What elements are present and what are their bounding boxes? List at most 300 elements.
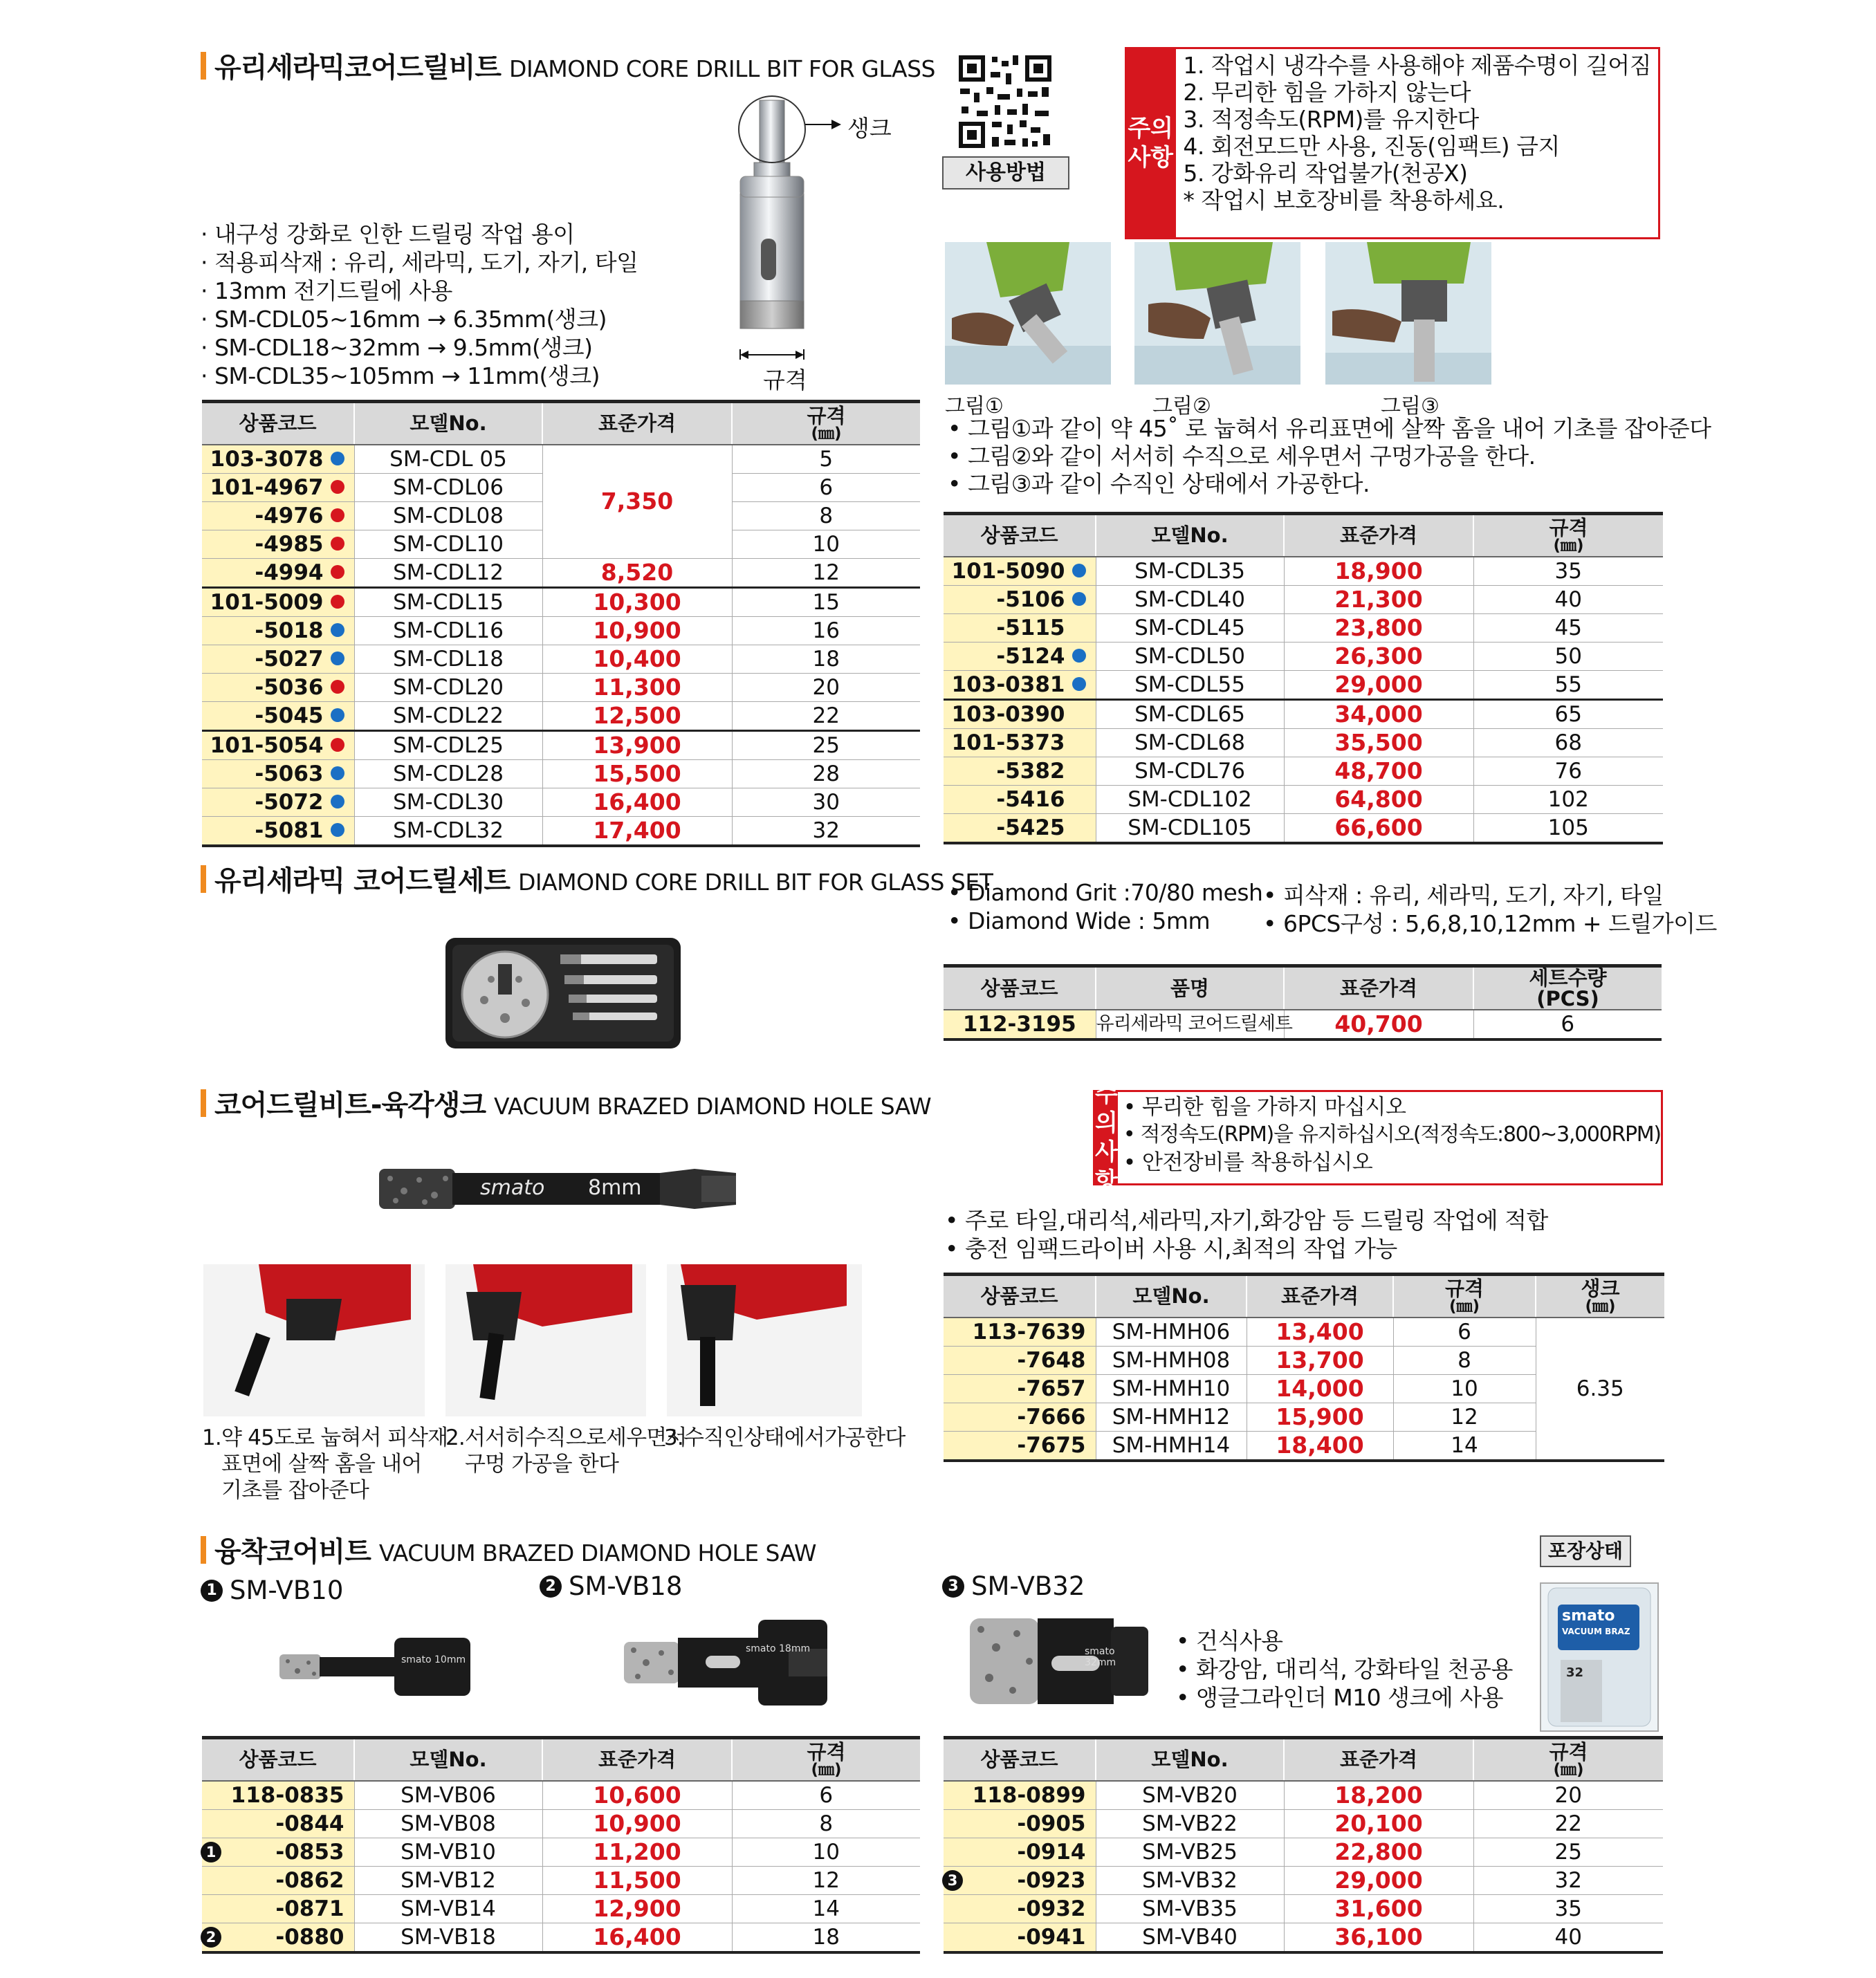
hex-shank-price-table xyxy=(944,1273,1664,1462)
caution-line: • 안전장비를 착용하십시오 xyxy=(1123,1150,1373,1175)
price-cell: 10,400 xyxy=(542,645,732,673)
code-cell: -0941 xyxy=(944,1923,1096,1952)
size-cell: 12 xyxy=(732,558,920,587)
size-cell: 35 xyxy=(1473,1894,1663,1923)
size-cell: 8 xyxy=(732,501,920,530)
subhead-label: SM-VB10 xyxy=(230,1575,344,1605)
figure-notes xyxy=(948,415,1711,498)
section4-title-ko: 융착코어비트 xyxy=(214,1536,371,1568)
caution-label-line: 주의 xyxy=(1128,115,1174,142)
cdl-price-table-left xyxy=(202,400,920,847)
col-name: 품명 xyxy=(1096,966,1284,1010)
table-row xyxy=(202,701,920,730)
col-code: 상품코드 xyxy=(202,402,354,445)
code-cell xyxy=(202,673,354,701)
table-row xyxy=(944,585,1663,613)
spacer-dot xyxy=(1072,820,1086,834)
price-cell: 29,000 xyxy=(1284,1866,1473,1894)
model-cell: SM-VB12 xyxy=(354,1866,542,1894)
size-cell: 5 xyxy=(732,445,920,474)
blue-dot-icon xyxy=(1072,677,1086,691)
price-cell: 40,700 xyxy=(1284,1010,1473,1039)
size-cell: 20 xyxy=(1473,1781,1663,1810)
model-cell: SM-CDL40 xyxy=(1096,585,1284,613)
size-cell: 14 xyxy=(1393,1431,1536,1461)
model-cell: SM-CDL45 xyxy=(1096,613,1284,642)
size-cell: 22 xyxy=(1473,1809,1663,1838)
product-code: 103-0381 xyxy=(951,672,1065,697)
code-cell xyxy=(944,757,1096,785)
model-cell: SM-VB35 xyxy=(1096,1894,1284,1923)
price-cell: 31,600 xyxy=(1284,1894,1473,1923)
col-qty-unit: (PCS) xyxy=(1536,987,1599,1010)
model-cell: SM-CDL25 xyxy=(354,730,542,759)
price-cell: 7,350 xyxy=(542,445,732,559)
figure-label-1: 그림① xyxy=(945,394,1004,418)
number-circle-icon: 3 xyxy=(942,1870,963,1891)
qr-code-image[interactable] xyxy=(956,53,1054,151)
spacer-dot xyxy=(1072,735,1086,749)
price-cell: 13,700 xyxy=(1247,1346,1393,1374)
model-cell: SM-VB08 xyxy=(354,1809,542,1838)
code-cell: -0871 xyxy=(202,1894,354,1923)
col-price: 표준가격 xyxy=(1284,1738,1473,1781)
model-cell: SM-CDL08 xyxy=(354,501,542,530)
col-model: 모델No. xyxy=(1096,514,1284,557)
bullet: • 화강암, 대리석, 강화타일 천공용 xyxy=(1176,1656,1513,1683)
col-code: 상품코드 xyxy=(944,966,1096,1010)
size-cell: 8 xyxy=(732,1809,920,1838)
price-cell: 13,900 xyxy=(542,730,732,759)
code-cell xyxy=(202,530,354,558)
model-cell: SM-CDL35 xyxy=(1096,557,1284,586)
number-circle-icon: 1 xyxy=(201,1580,223,1602)
number-circle-icon: 1 xyxy=(201,1842,221,1863)
model-cell: SM-VB10 xyxy=(354,1838,542,1866)
code-cell: 113-7639 xyxy=(944,1318,1096,1347)
price-cell: 18,200 xyxy=(1284,1781,1473,1810)
bullet: · 적용피삭재 : 유리, 세라믹, 도기, 자기, 타일 xyxy=(201,249,638,276)
bullet: · 내구성 강화로 인한 드릴링 작업 용이 xyxy=(201,221,575,248)
table-row xyxy=(202,816,920,846)
impact-photo-1 xyxy=(203,1264,425,1416)
table-row xyxy=(202,759,920,788)
subhead-vb18 xyxy=(540,1571,682,1601)
table-row xyxy=(944,1318,1664,1347)
bit-size-text: 8mm xyxy=(588,1176,642,1200)
table-row xyxy=(944,642,1663,670)
drill-set-table xyxy=(944,964,1662,1041)
bullet: • 피삭재 : 유리, 세라믹, 도기, 자기, 타일 xyxy=(1263,882,1664,909)
product-code: -5036 xyxy=(255,674,324,700)
size-cell: 28 xyxy=(732,759,920,788)
table-row xyxy=(202,1781,920,1810)
product-code: 101-5009 xyxy=(210,589,324,615)
price-cell: 16,400 xyxy=(542,788,732,816)
col-size-unit: (㎜) xyxy=(1553,1761,1584,1780)
red-dot-icon xyxy=(331,565,344,579)
spacer-dot xyxy=(1072,792,1086,806)
col-shank-label: 생크 xyxy=(1581,1277,1620,1301)
caution-line: • 무리한 힘을 가하지 마십시오 xyxy=(1123,1095,1406,1120)
model-cell: SM-VB25 xyxy=(1096,1838,1284,1866)
caption-line: 3.수직인상태에서가공한다 xyxy=(664,1425,905,1450)
red-dot-icon xyxy=(331,480,344,494)
qr-usage-label[interactable]: 사용방법 xyxy=(942,156,1069,190)
name-cell: 유리세라믹 코어드릴세트 xyxy=(1096,1010,1284,1039)
col-size-unit: (㎜) xyxy=(1553,537,1584,555)
col-code: 상품코드 xyxy=(202,1738,354,1781)
blue-dot-icon xyxy=(1072,564,1086,577)
blue-dot-icon xyxy=(331,823,344,837)
product-code: 101-5373 xyxy=(951,730,1065,755)
subhead-vb32 xyxy=(942,1571,1085,1601)
code-cell xyxy=(944,1866,1096,1894)
bullet: • 건식사용 xyxy=(1176,1627,1283,1654)
col-model: 모델No. xyxy=(354,1738,542,1781)
table-row xyxy=(944,1866,1663,1894)
section2-bullets-right xyxy=(1263,881,1717,938)
table-row xyxy=(202,673,920,701)
red-dot-icon xyxy=(331,537,344,551)
model-cell: SM-CDL55 xyxy=(1096,670,1284,699)
table-row xyxy=(202,1866,920,1894)
size-cell: 6 xyxy=(1393,1318,1536,1347)
table-row xyxy=(944,813,1663,843)
vb-price-table-right xyxy=(944,1736,1663,1954)
section2-title xyxy=(201,859,993,898)
caption-line: 기초를 잡아준다 xyxy=(221,1478,369,1503)
size-cell: 40 xyxy=(1473,585,1663,613)
blue-dot-icon xyxy=(331,651,344,665)
bullet: • Diamond Grit :70/80 mesh xyxy=(948,879,1263,906)
shank-cell: 6.35 xyxy=(1536,1318,1664,1461)
product-code: -0880 xyxy=(275,1924,344,1950)
vb-price-table-left xyxy=(202,1736,920,1954)
product-code: -5081 xyxy=(255,817,324,843)
caution-text xyxy=(1118,1092,1666,1183)
code-cell xyxy=(202,445,354,474)
red-dot-icon xyxy=(331,508,344,522)
section1-title xyxy=(201,46,935,85)
col-size-unit: (㎜) xyxy=(1449,1297,1480,1316)
caption-line: 1.약 45도로 눕혀서 피삭재 xyxy=(202,1425,448,1450)
model-cell: SM-CDL28 xyxy=(354,759,542,788)
size-cell: 15 xyxy=(732,587,920,616)
col-size xyxy=(1473,1738,1663,1781)
model-cell: SM-VB20 xyxy=(1096,1781,1284,1810)
code-cell: 112-3195 xyxy=(944,1010,1096,1039)
code-cell xyxy=(944,670,1096,699)
model-cell: SM-CDL68 xyxy=(1096,728,1284,757)
size-cell: 16 xyxy=(732,616,920,645)
model-cell: SM-HMH12 xyxy=(1096,1403,1247,1431)
caution-line: 3. 적정속도(RPM)를 유지한다 xyxy=(1183,106,1479,133)
model-cell: SM-CDL18 xyxy=(354,645,542,673)
price-cell: 17,400 xyxy=(542,816,732,846)
col-size-label: 규격 xyxy=(1549,1740,1588,1764)
price-cell: 11,500 xyxy=(542,1866,732,1894)
code-cell: 118-0835 xyxy=(202,1781,354,1810)
price-cell: 15,900 xyxy=(1247,1403,1393,1431)
table-row xyxy=(944,728,1663,757)
model-cell: SM-CDL15 xyxy=(354,587,542,616)
size-cell: 32 xyxy=(732,816,920,846)
code-cell xyxy=(202,1923,354,1952)
table-row xyxy=(944,613,1663,642)
size-cell: 10 xyxy=(1393,1374,1536,1403)
blue-dot-icon xyxy=(331,708,344,722)
core-drill-bit-image xyxy=(719,93,927,391)
product-code: -0853 xyxy=(275,1839,344,1865)
col-price: 표준가격 xyxy=(1247,1275,1393,1318)
price-cell: 10,300 xyxy=(542,587,732,616)
code-cell xyxy=(202,616,354,645)
price-cell: 10,900 xyxy=(542,1809,732,1838)
caution-line: * 작업시 보호장비를 착용하세요. xyxy=(1183,187,1505,214)
caution-label xyxy=(1127,49,1174,237)
size-cell: 14 xyxy=(732,1894,920,1923)
caution-label-line: 사항 xyxy=(1128,144,1174,172)
price-cell: 12,900 xyxy=(542,1894,732,1923)
figure-label-2: 그림② xyxy=(1152,394,1211,418)
product-code: -5124 xyxy=(996,643,1065,669)
size-cell: 65 xyxy=(1473,699,1663,728)
usage-photo-2 xyxy=(1134,242,1300,385)
price-cell: 22,800 xyxy=(1284,1838,1473,1866)
package-image xyxy=(1540,1582,1659,1732)
size-cell: 102 xyxy=(1473,785,1663,813)
code-cell: -7666 xyxy=(944,1403,1096,1431)
blue-dot-icon xyxy=(331,452,344,465)
product-code: -5027 xyxy=(255,646,324,672)
caution-line: 4. 회전모드만 사용, 진동(임팩트) 금지 xyxy=(1183,133,1560,160)
col-qty xyxy=(1473,966,1662,1010)
col-model: 모델No. xyxy=(1096,1275,1247,1318)
package-label: 포장상태 xyxy=(1540,1535,1631,1567)
price-cell: 36,100 xyxy=(1284,1923,1473,1952)
caution-line: • 적정속도(RPM)을 유지하십시오(적정속도:800~3,000RPM) xyxy=(1123,1122,1661,1147)
impact-caption-1 xyxy=(202,1425,448,1504)
col-qty-label: 세트수량 xyxy=(1529,966,1607,990)
model-cell: SM-CDL10 xyxy=(354,530,542,558)
col-size-unit: (㎜) xyxy=(811,425,842,443)
size-cell: 22 xyxy=(732,701,920,730)
table-row xyxy=(944,1923,1663,1952)
price-cell: 29,000 xyxy=(1284,670,1473,699)
spacer-dot xyxy=(1072,620,1086,634)
figure-note: • 그림②와 같이 서서히 수직으로 세우면서 구멍가공을 한다. xyxy=(948,443,1536,470)
section1-title-en: DIAMOND CORE DRILL BIT FOR GLASS xyxy=(509,55,935,82)
vb18-bit-image xyxy=(623,1614,830,1711)
price-cell: 48,700 xyxy=(1284,757,1473,785)
code-cell: -0844 xyxy=(202,1809,354,1838)
bit-brand-text: smato xyxy=(480,1176,545,1200)
price-cell: 10,900 xyxy=(542,616,732,645)
price-cell: 35,500 xyxy=(1284,728,1473,757)
size-cell: 20 xyxy=(732,673,920,701)
product-code: -5018 xyxy=(255,618,324,643)
product-code: -4994 xyxy=(255,560,324,585)
table-row xyxy=(202,558,920,587)
impact-photo-2 xyxy=(445,1264,646,1416)
code-cell xyxy=(202,558,354,587)
size-cell: 18 xyxy=(732,1923,920,1952)
col-price: 표준가격 xyxy=(542,1738,732,1781)
table-row xyxy=(944,670,1663,699)
title-accent-bar xyxy=(201,1089,206,1117)
size-cell: 55 xyxy=(1473,670,1663,699)
model-cell: SM-HMH14 xyxy=(1096,1431,1247,1461)
subhead-label: SM-VB32 xyxy=(971,1571,1085,1601)
size-cell: 30 xyxy=(732,788,920,816)
caution-label-line: 사항 xyxy=(1095,1138,1118,1195)
model-cell: SM-CDL22 xyxy=(354,701,542,730)
col-size xyxy=(1473,514,1663,557)
price-cell: 11,300 xyxy=(542,673,732,701)
package-title-text: VACUUM BRAZ xyxy=(1562,1627,1630,1636)
model-cell: SM-CDL06 xyxy=(354,473,542,501)
product-code: -5425 xyxy=(996,815,1065,840)
table-row xyxy=(202,445,920,474)
price-cell: 15,500 xyxy=(542,759,732,788)
number-circle-icon: 2 xyxy=(540,1575,562,1598)
section3-bullets xyxy=(945,1206,1548,1263)
col-price: 표준가격 xyxy=(1284,966,1473,1010)
caution-line: 1. 작업시 냉각수를 사용해야 제품수명이 길어짐 xyxy=(1183,52,1651,79)
code-cell xyxy=(202,788,354,816)
product-code: 103-3078 xyxy=(210,446,324,472)
bullet: · SM-CDL05~16mm → 6.35mm(생크) xyxy=(201,306,607,333)
code-cell: -7675 xyxy=(944,1431,1096,1461)
bullet: • 6PCS구성 : 5,6,8,10,12mm + 드릴가이드 xyxy=(1263,910,1717,937)
section1-title-ko: 유리세라믹코어드릴비트 xyxy=(214,52,502,84)
vb18-bit-text: smato 18mm xyxy=(746,1643,811,1654)
code-cell: -7648 xyxy=(944,1346,1096,1374)
figure-note: • 그림③과 같이 수직인 상태에서 가공한다. xyxy=(948,470,1370,497)
model-cell: SM-CDL32 xyxy=(354,816,542,846)
number-circle-icon: 3 xyxy=(942,1575,964,1598)
bullet: • Diamond Wide : 5mm xyxy=(948,907,1211,934)
code-cell: -0905 xyxy=(944,1809,1096,1838)
model-cell: SM-CDL105 xyxy=(1096,813,1284,843)
model-cell: SM-VB18 xyxy=(354,1923,542,1952)
code-cell xyxy=(202,1838,354,1866)
red-dot-icon xyxy=(331,680,344,694)
vb32-bit-text: smato 32mm xyxy=(1085,1646,1116,1668)
impact-caption-3 xyxy=(664,1425,905,1451)
red-dot-icon xyxy=(331,738,344,752)
usage-photo-3 xyxy=(1325,242,1491,385)
size-cell: 12 xyxy=(1393,1403,1536,1431)
price-cell: 16,400 xyxy=(542,1923,732,1952)
table-row xyxy=(202,730,920,759)
code-cell xyxy=(944,613,1096,642)
model-cell: SM-HMH06 xyxy=(1096,1318,1247,1347)
section3-title xyxy=(201,1083,931,1122)
size-cell: 76 xyxy=(1473,757,1663,785)
caution-label-line: 주의 xyxy=(1095,1080,1118,1137)
caution-line: 2. 무리한 힘을 가하지 않는다 xyxy=(1183,79,1471,106)
title-accent-bar xyxy=(201,865,206,893)
code-cell xyxy=(202,587,354,616)
bullet: • 충전 임팩드라이버 사용 시,최적의 작업 가능 xyxy=(945,1235,1397,1262)
bullet: · SM-CDL18~32mm → 9.5mm(생크) xyxy=(201,334,593,361)
table-row xyxy=(944,1809,1663,1838)
package-brand-text: smato xyxy=(1562,1607,1615,1625)
col-size xyxy=(732,1738,920,1781)
blue-dot-icon xyxy=(1072,592,1086,606)
product-code: -5382 xyxy=(996,758,1065,784)
title-accent-bar xyxy=(201,52,206,80)
subhead-label: SM-VB18 xyxy=(569,1571,683,1601)
model-cell: SM-CDL16 xyxy=(354,616,542,645)
impact-photo-3 xyxy=(667,1264,862,1416)
drill-set-case-image xyxy=(443,931,685,1055)
price-cell: 11,200 xyxy=(542,1838,732,1866)
model-cell: SM-HMH08 xyxy=(1096,1346,1247,1374)
table-row xyxy=(944,757,1663,785)
section4-title xyxy=(201,1530,816,1569)
code-cell xyxy=(944,557,1096,586)
model-cell: SM-CDL 05 xyxy=(354,445,542,474)
spacer-dot xyxy=(1072,707,1086,721)
table-row xyxy=(944,699,1663,728)
product-code: 101-5090 xyxy=(951,558,1065,584)
col-size xyxy=(732,402,920,445)
table-row xyxy=(944,557,1663,586)
table-row xyxy=(202,1838,920,1866)
price-cell: 12,500 xyxy=(542,701,732,730)
size-callout: 규격 xyxy=(763,367,807,394)
product-code: -5115 xyxy=(996,615,1065,640)
table-row xyxy=(202,1923,920,1952)
table-row xyxy=(202,587,920,616)
title-accent-bar xyxy=(201,1536,206,1564)
price-cell: 18,900 xyxy=(1284,557,1473,586)
code-cell xyxy=(944,699,1096,728)
code-cell: -7657 xyxy=(944,1374,1096,1403)
blue-dot-icon xyxy=(331,766,344,780)
table-row xyxy=(202,645,920,673)
bullet: · 13mm 전기드릴에 사용 xyxy=(201,277,452,304)
bullet: • 앵글그라인더 M10 생크에 사용 xyxy=(1176,1684,1504,1711)
col-model: 모델No. xyxy=(1096,1738,1284,1781)
caption-line: 표면에 살짝 홈을 내어 xyxy=(221,1452,422,1477)
shank-callout: 생크 xyxy=(847,115,892,142)
col-model: 모델No. xyxy=(354,402,542,445)
model-cell: SM-VB32 xyxy=(1096,1866,1284,1894)
model-cell: SM-VB40 xyxy=(1096,1923,1284,1952)
caution-box xyxy=(1125,47,1660,239)
blue-dot-icon xyxy=(1072,649,1086,663)
code-cell: -0862 xyxy=(202,1866,354,1894)
product-code: -5045 xyxy=(255,703,324,728)
table-row xyxy=(944,1894,1663,1923)
product-code: -5106 xyxy=(996,586,1065,612)
table-row xyxy=(944,1781,1663,1810)
col-size xyxy=(1393,1275,1536,1318)
product-code: -5063 xyxy=(255,761,324,786)
model-cell: SM-VB14 xyxy=(354,1894,542,1923)
section4-bullets xyxy=(1176,1627,1513,1712)
package-size-text: 32 xyxy=(1566,1665,1584,1680)
table-row xyxy=(202,1894,920,1923)
section2-title-en: DIAMOND CORE DRILL BIT FOR GLASS SET xyxy=(517,869,993,896)
product-code: -5072 xyxy=(255,789,324,815)
size-cell: 10 xyxy=(732,1838,920,1866)
col-price: 표준가격 xyxy=(1284,514,1473,557)
